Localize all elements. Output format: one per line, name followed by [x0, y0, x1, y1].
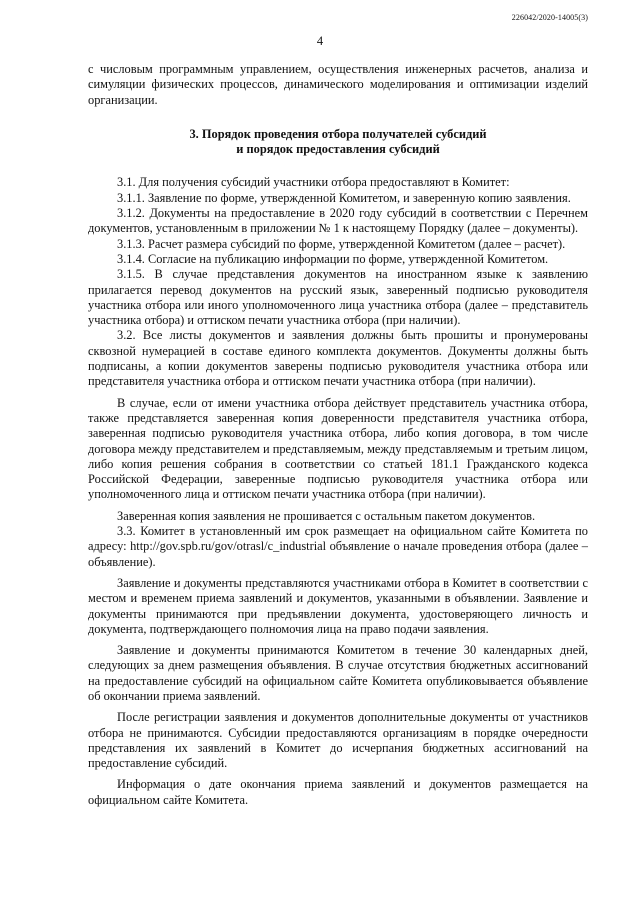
document-id: 226042/2020-14005(3): [511, 13, 588, 22]
paragraph-3-1-2: 3.1.2. Документы на предоставление в 2020 году субсидий в соответствии с Перечнем документов, установленным в приложении № 1 к настоящему Порядку (далее – документы).: [88, 206, 588, 236]
paragraph-acceptance-period: Заявление и документы принимаются Комитетом в течение 30 календарных дней, следующих за днем размещения объявления. В случае отсутствия бюджетных ассигнований на предоставление субсидий на официальном сайте Комитета опубликовывается объявление об окончании приема заявлений.: [88, 643, 588, 703]
paragraph-3-3: 3.3. Комитет в установленный им срок размещает на официальном сайте Комитета по адресу: http://gov.spb.ru/gov/otrasl/c_industrial объявление о начале проведения отбора (далее – объявление).: [88, 524, 588, 569]
paragraph-submission: Заявление и документы представляются участниками отбора в Комитет в соответствии с местом и временем приема заявлений и документов, указанными в объявлении. Заявление и документы принимаются при предъявлении документа, удостоверяющего личность и документа, подтверждающего полномочия лица на право подачи заявления.: [88, 575, 588, 636]
paragraph-representative: В случае, если от имени участника отбора действует представитель участника отбора, также представляется заверенная копия доверенности представителя участника отбора, заверенная подписью руководителя участника отбора, либо копия договора, в том числе договора между представителем и представляемым, между представляемым и третьим лицом, либо копия решения собрания в соответствии со статьей 181.1 Гражданского кодекса Российской Федерации, заверенные подписью руководителя участника отбора или уполномоченного лица и оттиском печати участника отбора (при наличии).: [88, 395, 588, 502]
page-number: 4: [316, 34, 324, 48]
paragraph-3-1-3: 3.1.3. Расчет размера субсидий по форме, утвержденной Комитетом (далее – расчет).: [117, 236, 566, 251]
section-heading-line1: 3. Порядок проведения отбора получателей субсидий: [189, 126, 487, 141]
paragraph-3-1-1: 3.1.1. Заявление по форме, утвержденной Комитетом, и заверенную копию заявления.: [117, 190, 571, 205]
document-body: [88, 62, 588, 808]
paragraph-continuation: с числовым программным управлением, осуществления инженерных расчетов, анализа и симуляции физических процессов, динамического моделирования и оптимизации изделий организации.: [88, 62, 588, 107]
paragraph-3-2: 3.2. Все листы документов и заявления должны быть прошиты и пронумерованы сквозной нумерацией в составе единого комплекта документов. Документы должны быть подписаны, а копии документов заверены подписью руководителя участника отбора или представителя участника отбора и оттиском печати участника отбора (при наличии).: [88, 328, 588, 389]
section-heading-line2: и порядок предоставления субсидий: [236, 142, 440, 157]
paragraph-3-1-4: 3.1.4. Согласие на публикацию информации по форме, утвержденной Комитетом.: [117, 251, 549, 266]
paragraph-end-date-info: Информация о дате окончания приема заявлений и документов размещается на официальном сайте Комитета.: [88, 777, 588, 807]
paragraph-certified-copy: Заверенная копия заявления не прошивается с остальным пакетом документов.: [117, 508, 536, 523]
section-heading: [88, 127, 588, 158]
paragraph-after-registration: После регистрации заявления и документов дополнительные документы от участников отбора не принимаются. Субсидии предоставляются организациям в порядке очередности представления их заявлений в Комитет до исчерпания бюджетных ассигнований на предоставление субсидий.: [88, 710, 588, 771]
paragraph-3-1: 3.1. Для получения субсидий участники отбора предоставляют в Комитет:: [117, 175, 510, 190]
paragraph-3-1-5: 3.1.5. В случае представления документов на иностранном языке к заявлению прилагается перевод документов на русский язык, заверенный подписью руководителя участника отбора или иного уполномоченного лица участника отбора (далее – представитель участника отбора) и оттиском печати участника отбора (при наличии).: [88, 267, 588, 328]
